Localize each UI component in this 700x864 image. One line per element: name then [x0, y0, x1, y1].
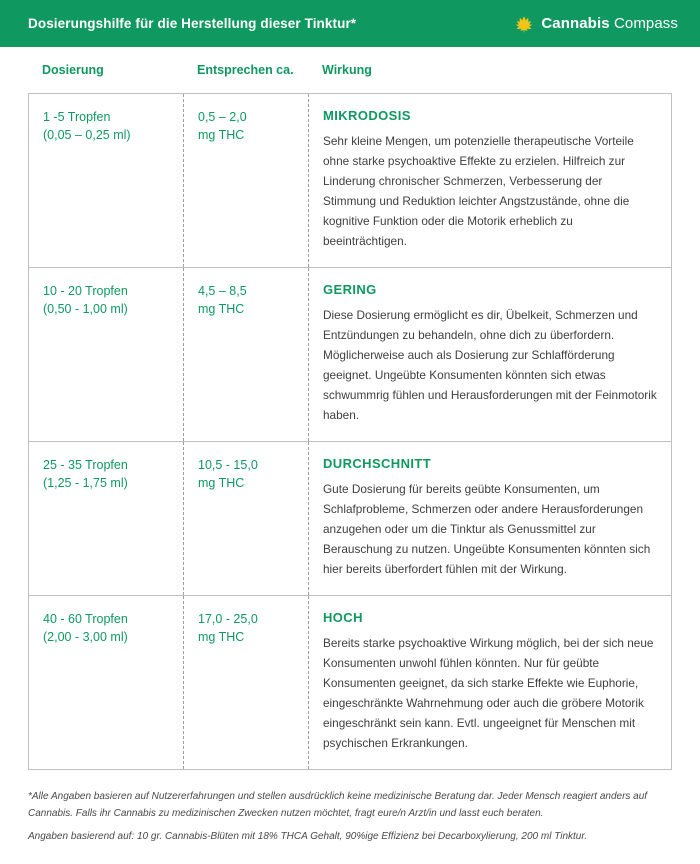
dose-amount: 10 - 20 Tropfen	[43, 284, 128, 298]
dose-amount: 40 - 60 Tropfen	[43, 612, 128, 626]
effect-cell	[309, 596, 671, 769]
page-header	[0, 0, 700, 47]
table-row	[29, 442, 671, 596]
effect-level: GERING	[323, 282, 377, 297]
page-title: Dosierungshilfe für die Herstellung dieser Tinktur*	[28, 16, 357, 31]
equivalent-value: 0,5 – 2,0	[198, 110, 247, 124]
brand-name	[541, 15, 678, 32]
dose-amount: 1 -5 Tropfen	[43, 110, 111, 124]
equivalent-unit: mg THC	[198, 476, 245, 490]
equivalent-cell	[184, 442, 309, 595]
equivalent-unit: mg THC	[198, 302, 245, 316]
column-header-entsprechen: Entsprechen ca.	[197, 63, 294, 77]
effect-level: DURCHSCHNITT	[323, 456, 432, 471]
effect-description: Sehr kleine Mengen, um potenzielle therapeutische Vorteile ohne starke psychoaktive Effekte zu erzielen. Hilfreich zur Linderung chronischer Schmerzen, Verbesserung der Stimmung und Reduktion leichter Angstzustände, ohne die kognitive Funktion oder die Motorik erheblich zu beeinträchtigen.	[323, 134, 634, 248]
effect-cell	[309, 442, 671, 595]
dose-volume: (1,25 - 1,75 ml)	[43, 476, 128, 490]
dose-volume: (0,05 – 0,25 ml)	[43, 128, 131, 142]
effect-level: MIKRODOSIS	[323, 108, 411, 123]
brand-name-light: Compass	[609, 15, 678, 32]
footnote-basis: Angaben basierend auf: 10 gr. Cannabis-Blüten mit 18% THCA Gehalt, 90%ige Effizienz bei Decarboxylierung, 200 ml Tinktur.	[28, 831, 588, 842]
equivalent-cell	[184, 268, 309, 441]
table-row	[29, 596, 671, 769]
dose-volume: (0,50 - 1,00 ml)	[43, 302, 128, 316]
effect-description: Bereits starke psychoaktive Wirkung möglich, bei der sich neue Konsumenten unwohl fühlen könnten. Nur für geübte Konsumenten geeignet, da sich starke Effekte wie Euphorie, eingeschränkte Wahrnehmung oder auch die gröbere Motorik eingeschränkt sein kann. Evtl. ungeeignet für Menschen mit psychischen Erkrankungen.	[323, 636, 654, 750]
dosage-table	[28, 93, 672, 770]
column-header-wirkung: Wirkung	[322, 63, 372, 77]
brand-name-bold: Cannabis	[541, 15, 610, 32]
footnote-disclaimer: *Alle Angaben basieren auf Nutzererfahrungen und stellen ausdrücklich keine medizinische Beratung dar. Jeder Mensch reagiert anders auf Cannabis. Falls ihr Cannabis zu medizinischen Zwecken nutzen möchtet, fragt eure/n Arzt/in und lasst euch beraten.	[28, 791, 648, 819]
dosage-table-wrapper	[0, 47, 700, 770]
effect-cell	[309, 268, 671, 441]
cannabis-leaf-icon	[514, 14, 534, 34]
dose-cell	[29, 268, 184, 441]
column-header-dosierung: Dosierung	[42, 63, 104, 77]
dose-volume: (2,00 - 3,00 ml)	[43, 630, 128, 644]
table-row	[29, 268, 671, 442]
dose-cell	[29, 596, 184, 769]
brand-logo	[514, 14, 678, 34]
equivalent-cell	[184, 94, 309, 267]
equivalent-value: 10,5 - 15,0	[198, 458, 258, 472]
equivalent-value: 17,0 - 25,0	[198, 612, 258, 626]
dose-cell	[29, 442, 184, 595]
effect-level: HOCH	[323, 610, 363, 625]
dose-amount: 25 - 35 Tropfen	[43, 458, 128, 472]
table-row	[29, 94, 671, 268]
equivalent-unit: mg THC	[198, 128, 245, 142]
effect-description: Diese Dosierung ermöglicht es dir, Übelkeit, Schmerzen und Entzündungen zu behandeln, ohne dich zu überfordern. Möglicherweise auch als Dosierung zur Schlafförderung geeignet. Ungeübte Konsumenten könnten sich etwas schwummrig fühlen und Herausforderungen mit der Feinmotorik haben.	[323, 308, 657, 422]
table-column-headers	[28, 47, 672, 93]
effect-description: Gute Dosierung für bereits geübte Konsumenten, um Schlafprobleme, Schmerzen oder andere Herausforderungen anzugehen oder um die Tinktur als Genussmittel zur Berauschung zu nutzen. Ungeübte Konsumenten könnten sich hier bereits überfordert fühlen mit der Wirkung.	[323, 482, 651, 576]
equivalent-unit: mg THC	[198, 630, 245, 644]
equivalent-value: 4,5 – 8,5	[198, 284, 247, 298]
dose-cell	[29, 94, 184, 267]
footnote	[0, 770, 700, 845]
effect-cell	[309, 94, 671, 267]
equivalent-cell	[184, 596, 309, 769]
